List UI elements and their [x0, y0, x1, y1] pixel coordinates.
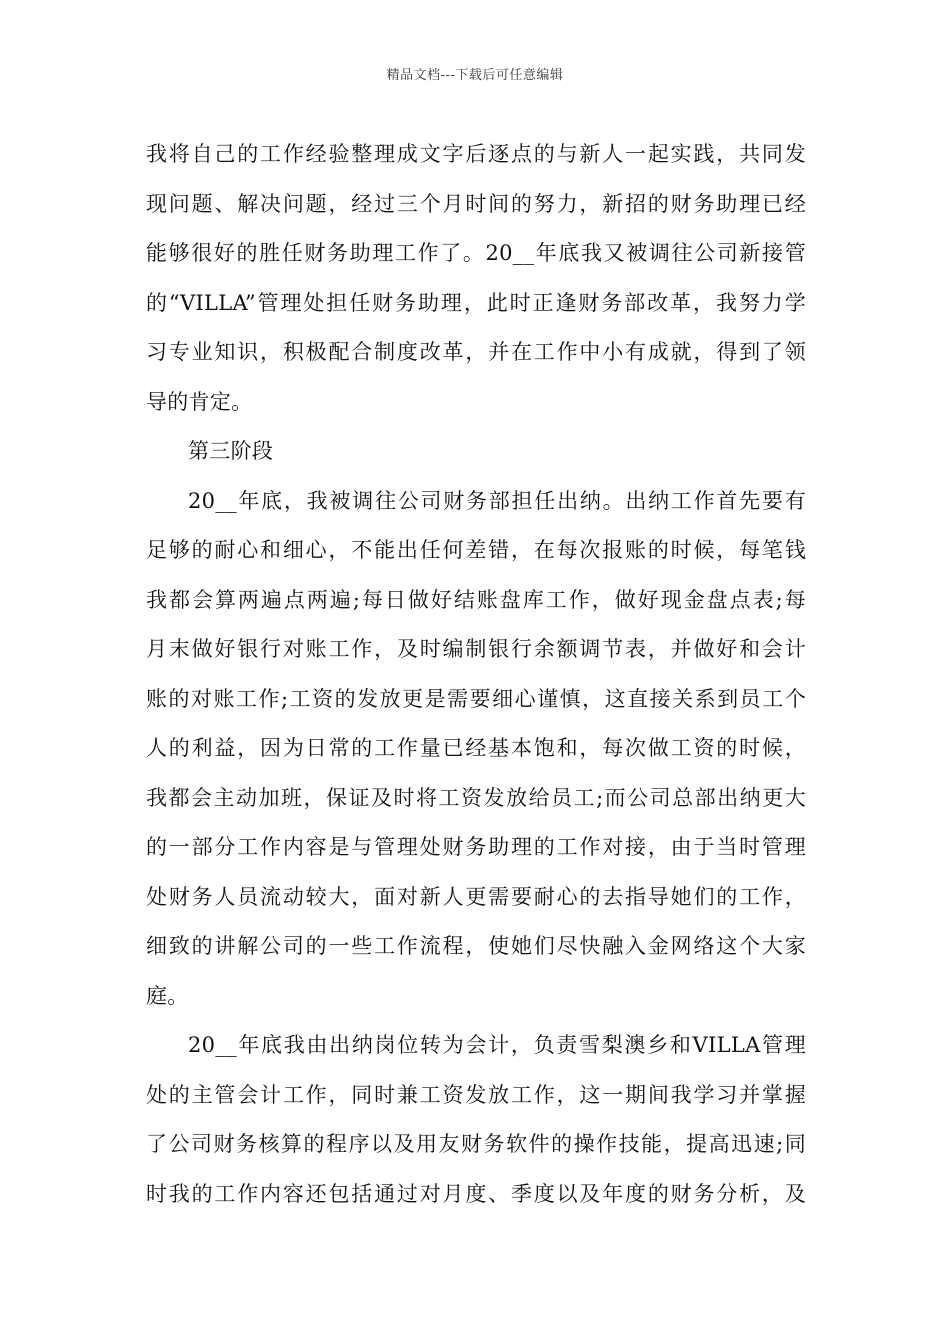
- text-line: 20__年底，我被调往公司财务部担任出纳。出纳工作首先要有: [188, 488, 806, 513]
- text-line: 现问题、解决问题，经过三个月时间的努力，新招的财务助理已经: [146, 191, 806, 216]
- text-line: 我都会算两遍点两遍;每日做好结账盘库工作，做好现金盘点表;每: [146, 587, 806, 612]
- text-line: 我都会主动加班，保证及时将工资发放给员工;而公司总部出纳更大: [146, 785, 806, 810]
- text-line: 的“VILLA”管理处担任财务助理，此时正逢财务部改革，我努力学: [146, 290, 806, 315]
- text-line: 账的对账工作;工资的发放更是需要细心谨慎，这直接关系到员工个: [146, 686, 806, 711]
- text-line: 20__年底我由出纳岗位转为会计，负责雪梨澳乡和VILLA管理: [188, 1033, 806, 1057]
- section-heading: [146, 427, 806, 477]
- page-header: 精品文档---下载后可任意编辑: [386, 68, 564, 83]
- text-line: 庭。: [146, 983, 189, 1008]
- paragraph: [146, 130, 806, 427]
- text-line: 人的利益，因为日常的工作量已经基本饱和，每次做工资的时候，: [146, 736, 806, 760]
- text-line: 我将自己的工作经验整理成文字后逐点的与新人一起实践，共同发: [146, 142, 806, 166]
- paragraph: [146, 477, 806, 1022]
- text-line: 时我的工作内容还包括通过对月度、季度以及年度的财务分析，及: [146, 1181, 806, 1206]
- text-line: 月末做好银行对账工作，及时编制银行余额调节表，并做好和会计: [146, 637, 806, 661]
- text-line: 处的主管会计工作，同时兼工资发放工作，这一期间我学习并掌握: [146, 1082, 806, 1107]
- text-line: 处财务人员流动较大，面对新人更需要耐心的去指导她们的工作，: [146, 884, 806, 909]
- text-line: 了公司财务核算的程序以及用友财务软件的操作技能，提高迅速;同: [146, 1132, 806, 1156]
- text-line: 足够的耐心和细心，不能出任何差错，在每次报账的时候，每笔钱: [146, 538, 806, 562]
- text-line: 能够很好的胜任财务助理工作了。20__年底我又被调往公司新接管: [146, 241, 806, 265]
- text-line: 的一部分工作内容是与管理处财务助理的工作对接，由于当时管理: [146, 835, 806, 859]
- document-body: [146, 130, 806, 1219]
- text-line: 细致的讲解公司的一些工作流程，使她们尽快融入金网络这个大家: [146, 934, 806, 958]
- text-line: 导的肯定。: [146, 389, 253, 414]
- text-line: 习专业知识，积极配合制度改革，并在工作中小有成就，得到了领: [146, 340, 806, 364]
- paragraph: [146, 1021, 806, 1219]
- text-line: 第三阶段: [188, 439, 274, 463]
